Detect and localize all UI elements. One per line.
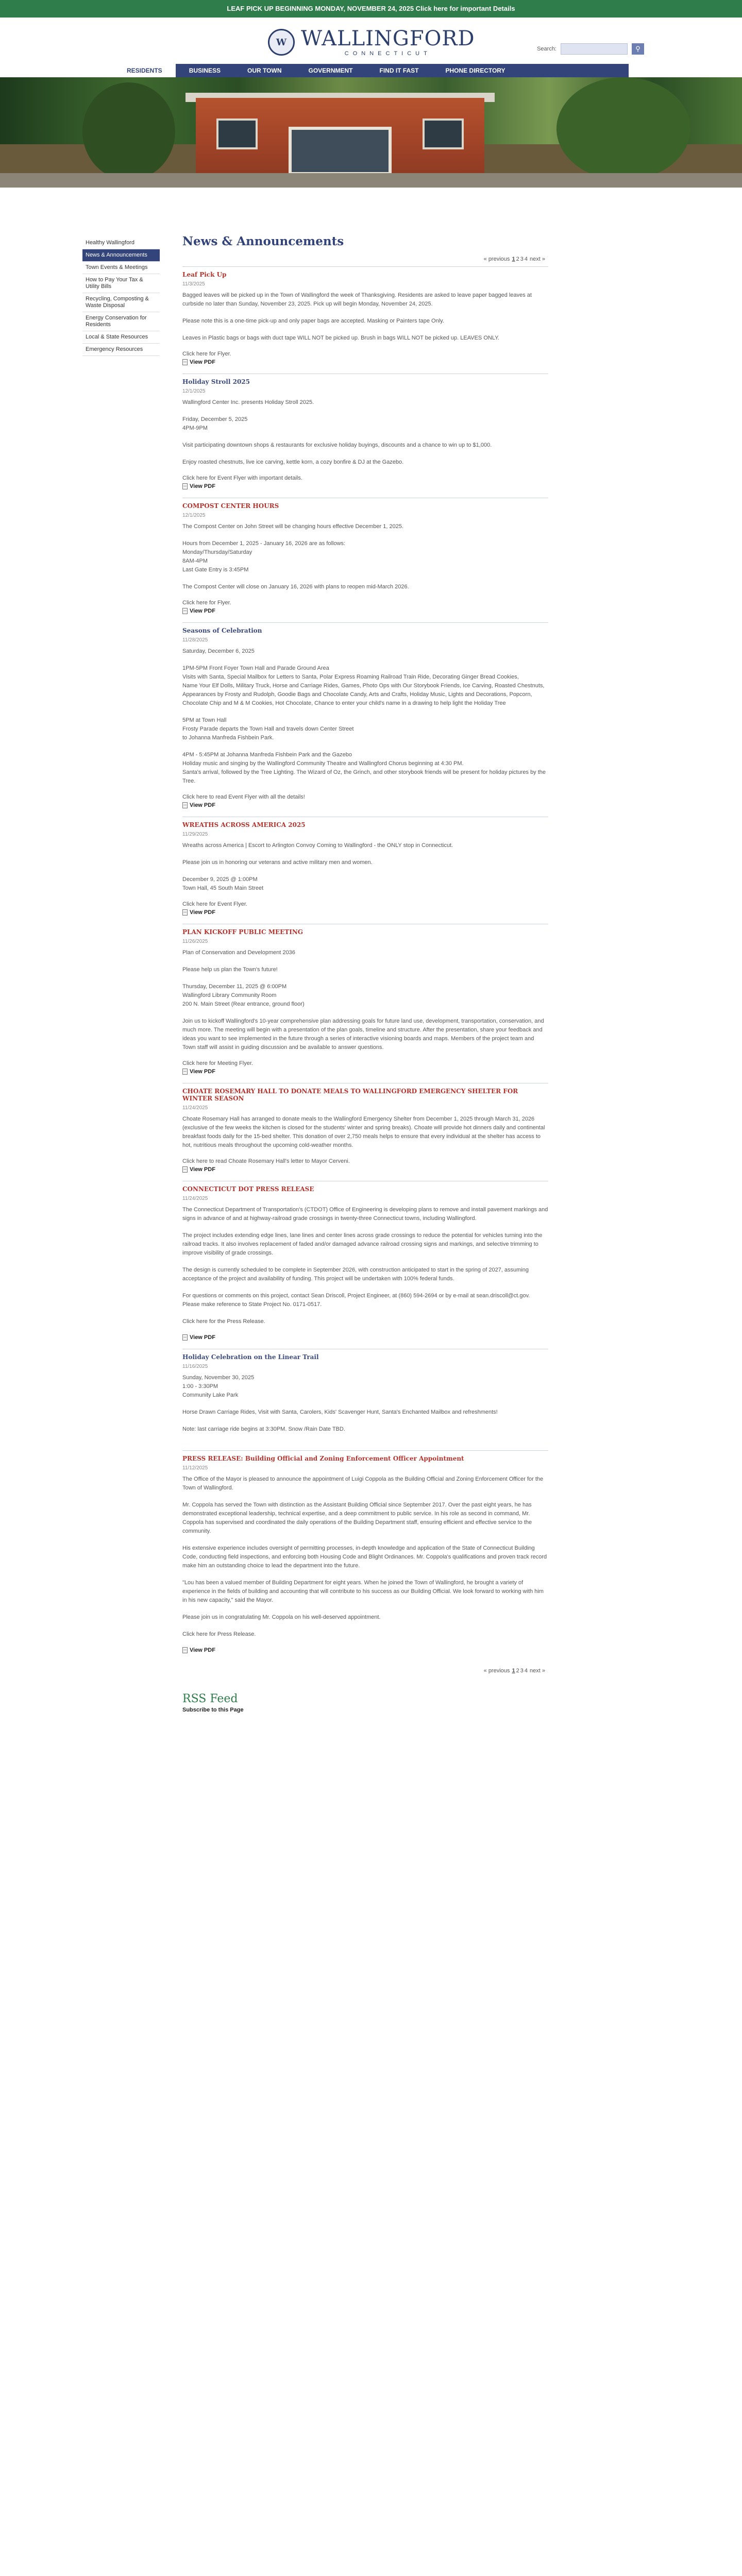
article-link[interactable]: Click here to read Event Flyer with all the details! (182, 794, 305, 800)
view-pdf-label: View PDF (190, 802, 215, 808)
rss-section (182, 1692, 548, 1713)
article-paragraph: Thursday, December 11, 2025 @ 6:00PM Wallingford Library Community Room 200 N. Main Street (Rear entrance, ground floor) (182, 984, 305, 1007)
article-paragraph: The Office of the Mayor is pleased to announce the appointment of Luigi Coppola as the Building Official and Zoning Enforcement Officer for the Town of Wallingford. (182, 1476, 544, 1491)
pagination-bottom (182, 1668, 548, 1674)
article-paragraph: "Lou has been a valued member of Building Department for eight years. When he joined the Town of Wallingford, he brought a variety of experience in the fields of building and accounting that will contribute to his success as our Building Official. We look forward to working with him in his new capacity," said the Mayor. (182, 1580, 544, 1603)
article-paragraph: The Compost Center on John Street will be changing hours effective December 1, 2025. (182, 523, 404, 530)
view-pdf-label: View PDF (190, 909, 215, 916)
article-title[interactable]: WREATHS ACROSS AMERICA 2025 (182, 821, 306, 828)
article-paragraph: Click here for Press Release. (182, 1631, 256, 1637)
pager-page[interactable]: 1 (512, 1668, 515, 1674)
article-link[interactable]: Click here for Meeting Flyer. (182, 1060, 253, 1066)
article-paragraph: 1PM-5PM Front Foyer Town Hall and Parade Ground Area Visits with Santa, Special Mailbox for Letters to Santa, Polar Express Roaming Railroad Train Ride, Decorating Ginger Bread Cookies, Name Your Elf Dolls, Military Truck, Horse and Carriage Rides, Games, Photo Ops with Our Storybook Friends, Ice Carving, Roasted Chestnuts, Appearances by Frosty and Rudolph, Goodie Bags and Chocolate Candy, Arts and Crafts, Holiday Music, Lights and Decorations, Popcorn, Chocolate Chip and M & M Cookies, Hot Chocolate, Chance to enter your child's name in a drawing to help light the Holiday Tree (182, 665, 545, 706)
article-list (182, 266, 548, 1662)
nav-item-residents[interactable]: RESIDENTS (113, 64, 176, 77)
view-pdf-link[interactable] (182, 802, 548, 808)
pdf-icon (182, 483, 188, 489)
rss-title: RSS Feed (182, 1692, 238, 1705)
news-article (182, 1181, 548, 1349)
article-date: 11/12/2025 (182, 1465, 208, 1471)
news-article (182, 622, 548, 817)
article-date: 12/1/2025 (182, 388, 206, 394)
pager-previous[interactable]: « previous (483, 1668, 510, 1674)
pager-page[interactable]: 2 (516, 256, 519, 262)
nav-item-phone-directory[interactable]: PHONE DIRECTORY (445, 67, 505, 74)
article-paragraph: Please note this is a one-time pick-up and only paper bags are accepted. Masking or Painters tape Only. (182, 318, 444, 324)
article-paragraph: The design is currently scheduled to be complete in September 2026, with construction anticipated to start in the spring of 2027, assuming acceptance of the project and availability of funding. This project will be undertaken with 100% federal funds. (182, 1267, 529, 1282)
rss-subscribe-link[interactable]: Subscribe to this Page (182, 1707, 244, 1713)
article-paragraph: Enjoy roasted chestnuts, live ice carving, kettle korn, a cozy bonfire & DJ at the Gazebo. (182, 459, 404, 465)
pdf-icon (182, 1647, 188, 1653)
pager-page[interactable]: 3 (520, 1668, 524, 1674)
view-pdf-label: View PDF (190, 1647, 215, 1653)
sidebar-item[interactable]: Emergency Resources (82, 344, 160, 356)
view-pdf-link[interactable] (182, 1166, 548, 1173)
news-article (182, 374, 548, 498)
article-paragraph: Visit participating downtown shops & restaurants for exclusive holiday buyings, discounts and a chance to win up to $1,000. (182, 442, 492, 448)
view-pdf-label: View PDF (190, 608, 215, 614)
article-paragraph: 4PM - 5:45PM at Johanna Manfreda Fishbein Park and the Gazebo Holiday music and singing by the Wallingford Community Theatre and Wallingford Chorus beginning at 4:30 PM. Santa's arrival, followed by the Tree Lighting. The Wizard of Oz, the Grinch, and other storybook friends will be present for holiday pictures by the Tree. (182, 752, 546, 784)
sidebar (82, 237, 160, 356)
view-pdf-link[interactable] (182, 909, 548, 916)
search-form (537, 43, 644, 55)
article-paragraph: Please join us in honoring our veterans and active military men and women. (182, 859, 373, 866)
article-paragraph: Wallingford Center Inc. presents Holiday Stroll 2025. (182, 399, 314, 405)
article-link[interactable]: Click here to read Choate Rosemary Hall's letter to Mayor Cerveni. (182, 1158, 350, 1164)
article-title[interactable]: PLAN KICKOFF PUBLIC MEETING (182, 928, 303, 936)
search-icon[interactable]: ⚲ (632, 43, 644, 55)
article-title[interactable]: COMPOST CENTER HOURS (182, 502, 279, 510)
pdf-icon (182, 608, 188, 614)
article-paragraph: December 9, 2025 @ 1:00PM Town Hall, 45 South Main Street (182, 876, 264, 891)
article-paragraph: Mr. Coppola has served the Town with distinction as the Assistant Building Official since September 2017. Over the past eight years, he has demonstrated exceptional leadership, technical expertise, and a deep commitment to public service. In his role as second in command, Mr. Coppola has supervised and coordinated the daily operations of the Building Department staff, ensuring efficient and effective service to the community. (182, 1502, 532, 1534)
article-title[interactable]: Holiday Stroll 2025 (182, 378, 250, 385)
sidebar-item[interactable]: Healthy Wallingford (82, 237, 160, 249)
article-date: 11/3/2025 (182, 281, 205, 287)
pager-page[interactable]: 3 (520, 256, 524, 262)
view-pdf-label: View PDF (190, 359, 215, 365)
article-link[interactable]: Click here for Event Flyer with important details. (182, 475, 302, 481)
news-article (182, 924, 548, 1083)
article-paragraph: Please help us plan the Town's future! (182, 967, 278, 973)
view-pdf-label: View PDF (190, 483, 215, 489)
article-paragraph: Hours from December 1, 2025 - January 16, 2026 are as follows: Monday/Thursday/Saturday 8AM-4PM Last Gate Entry is 3:45PM (182, 540, 346, 573)
view-pdf-label: View PDF (190, 1334, 215, 1341)
sidebar-item[interactable]: News & Announcements (82, 249, 160, 262)
article-title[interactable]: Leaf Pick Up (182, 271, 227, 278)
article-paragraph: His extensive experience includes oversight of permitting processes, in-depth knowledge and application of the State of Connecticut Building Code, conducting field inspections, and enforcing both Housing Code and Blight Ordinances. Mr. Coppola's qualifications and proven track record make him an outstanding choice to lead the department into the future. (182, 1545, 547, 1569)
article-paragraph: Bagged leaves will be picked up in the Town of Wallingford the week of Thanksgiving. Residents are asked to leave paper bagged leaves at curbside no later than Sunday, November 23, 2025. Pick up will begin Monday, November 24, 2025. (182, 292, 532, 307)
article-date: 11/16/2025 (182, 1364, 208, 1369)
sidebar-item[interactable]: Energy Conservation for Residents (82, 312, 160, 331)
article-paragraph: Join us to kickoff Wallingford's 10-year comprehensive plan addressing goals for future land use, development, transportation, conservation, and much more. The meeting will begin with a presentation of the plan goals, timeline and structure. After the presentation, share your feedback and ideas you want to see implemented in the future through a series of interactive visioning boards and maps. Members of the project team and Town staff will assist in guiding discussion and be available to answer questions. (182, 1018, 544, 1050)
article-date: 12/1/2025 (182, 513, 206, 518)
view-pdf-link[interactable] (182, 608, 548, 614)
view-pdf-label: View PDF (190, 1069, 215, 1075)
article-paragraph: Choate Rosemary Hall has arranged to donate meals to the Wallingford Emergency Shelter from December 1, 2025 through March 31, 2026 (exclusive of the few weeks the kitchen is closed for the students' winter and spring breaks). Choate will provide hot dinners daily and continental breakfast foods daily for the 15-bed shelter. This donation of over 2,750 meals helps to ensure that every individual at the shelter has access to hot, nutritious meals throughout the upcoming cold-weather months. (182, 1116, 545, 1148)
article-paragraph: Sunday, November 30, 2025 1:00 - 3:30PM Community Lake Park (182, 1375, 255, 1398)
article-title[interactable]: Holiday Celebration on the Linear Trail (182, 1353, 319, 1361)
search-label: Search: (537, 46, 556, 52)
search-input[interactable] (561, 43, 628, 55)
pager-next[interactable]: next » (530, 256, 545, 262)
sidebar-item[interactable]: How to Pay Your Tax & Utility Bills (82, 274, 160, 293)
article-paragraph: Leaves in Plastic bags or bags with duct tape WILL NOT be picked up. Brush in bags WILL NOT be picked up. LEAVES ONLY. (182, 335, 500, 341)
article-title[interactable]: CONNECTICUT DOT PRESS RELEASE (182, 1185, 314, 1193)
nav-item-government[interactable]: GOVERNMENT (308, 67, 353, 74)
article-paragraph: For questions or comments on this project, contact Sean Driscoll, Project Engineer, at (860) 594-2694 or by e-mail at sean.driscoll@ct.gov. Please make reference to State Project No. 0171-0517. (182, 1293, 530, 1308)
pager-next[interactable]: next » (530, 1668, 545, 1674)
article-title[interactable]: Seasons of Celebration (182, 627, 262, 634)
sidebar-item[interactable]: Local & State Resources (82, 331, 160, 344)
pager-page[interactable]: 4 (524, 1668, 528, 1674)
article-link[interactable]: Click here for Flyer. (182, 351, 231, 357)
pdf-icon (182, 1334, 188, 1341)
nav-item-find-it-fast[interactable]: FIND IT FAST (379, 67, 419, 74)
pdf-icon (182, 909, 188, 916)
article-paragraph: Friday, December 5, 2025 4PM-9PM (182, 416, 248, 431)
article-date: 11/28/2025 (182, 637, 208, 643)
news-article (182, 1349, 548, 1450)
article-date: 11/24/2025 (182, 1105, 208, 1111)
hero-image (0, 77, 742, 188)
announcement-bar[interactable]: LEAF PICK UP BEGINNING MONDAY, NOVEMBER 24, 2025 Click here for important Details (0, 0, 742, 18)
view-pdf-link[interactable] (182, 1334, 548, 1341)
article-paragraph: Note: last carriage ride begins at 3:30PM. Snow /Rain Date TBD. (182, 1426, 345, 1432)
pager-page[interactable]: 4 (524, 256, 528, 262)
view-pdf-link[interactable] (182, 483, 548, 489)
article-date: 11/24/2025 (182, 1196, 208, 1201)
article-title[interactable]: PRESS RELEASE: Building Official and Zoning Enforcement Officer Appointment (182, 1455, 464, 1462)
article-paragraph: Saturday, December 6, 2025 (182, 648, 255, 654)
article-paragraph: Please join us in congratulating Mr. Coppola on his well-deserved appointment. (182, 1614, 381, 1620)
site-header (0, 18, 742, 77)
pdf-icon (182, 1166, 188, 1173)
article-paragraph: Horse Drawn Carriage Rides, Visit with Santa, Carolers, Kids' Scavenger Hunt, Santa's Enchanted Mailbox and refreshments! (182, 1409, 498, 1415)
article-paragraph: 5PM at Town Hall Frosty Parade departs the Town Hall and travels down Center Street to Johanna Manfreda Fishbein Park. (182, 717, 354, 741)
main-column (182, 234, 548, 1713)
view-pdf-link[interactable] (182, 1647, 548, 1653)
pager-page[interactable]: 1 (512, 256, 515, 262)
pdf-icon (182, 359, 188, 365)
pager-page[interactable]: 2 (516, 1668, 519, 1674)
article-paragraph: Wreaths across America | Escort to Arlington Convoy Coming to Wallingford - the ONLY stop in Connecticut. (182, 842, 453, 849)
nav-item-our-town[interactable]: OUR TOWN (247, 67, 282, 74)
view-pdf-link[interactable] (182, 1069, 548, 1075)
article-paragraph: Click here for the Press Release. (182, 1318, 265, 1325)
main-nav (113, 64, 629, 77)
logo-subtitle: CONNECTICUT (344, 50, 431, 57)
article-title[interactable]: CHOATE ROSEMARY HALL TO DONATE MEALS TO WALLINGFORD EMERGENCY SHELTER FOR WINTER SEASON (182, 1088, 518, 1102)
site-logo[interactable] (268, 28, 475, 57)
article-link[interactable]: Click here for Event Flyer. (182, 901, 247, 907)
article-link[interactable]: Click here for Flyer. (182, 600, 231, 606)
news-article (182, 498, 548, 622)
article-paragraph: The project includes extending edge lines, lane lines and center lines across grade crossings to reduce the potential for vehicles turning into the railroad tracks. It also involves replacement of faded and/or damaged advance railroad crossing signs and markings, and selective trimming to improve visibility of grade crossings. (182, 1232, 543, 1256)
article-date: 11/26/2025 (182, 939, 208, 944)
page-title: News & Announcements (182, 234, 344, 248)
town-seal-icon: W (268, 29, 295, 56)
sidebar-item[interactable]: Town Events & Meetings (82, 262, 160, 274)
news-article (182, 817, 548, 924)
pager-previous[interactable]: « previous (483, 256, 510, 262)
news-article (182, 266, 548, 374)
sidebar-item[interactable]: Recycling, Composting & Waste Disposal (82, 293, 160, 312)
pdf-icon (182, 802, 188, 808)
news-article (182, 1083, 548, 1181)
logo-name: WALLINGFORD (301, 27, 475, 50)
pagination-top (182, 256, 548, 262)
news-article (182, 1450, 548, 1662)
pdf-icon (182, 1069, 188, 1075)
article-paragraph: The Connecticut Department of Transportation's (CTDOT) Office of Engineering is developing plans to remove and install pavement markings and signs in advance of and at highway-railroad grade crossings in twenty-three Connecticut towns, including Wallingford. (182, 1207, 548, 1222)
view-pdf-label: View PDF (190, 1166, 215, 1173)
nav-item-business[interactable]: BUSINESS (189, 67, 221, 74)
article-paragraph: The Compost Center will close on January 16, 2026 with plans to reopen mid-March 2026. (182, 584, 409, 590)
article-paragraph: Plan of Conservation and Development 2036 (182, 950, 295, 956)
article-date: 11/29/2025 (182, 832, 208, 837)
view-pdf-link[interactable] (182, 359, 548, 365)
